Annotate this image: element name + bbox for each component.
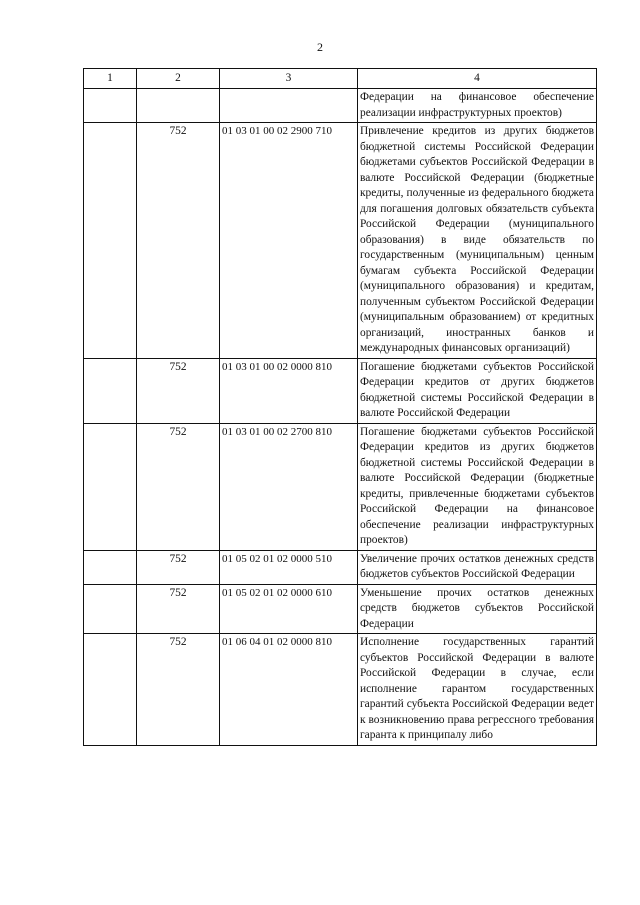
admin-code: 752 bbox=[137, 423, 220, 550]
table-row bbox=[84, 123, 597, 359]
row-col1 bbox=[84, 634, 137, 746]
description-text: Погашение бюджетами субъектов Российской Федерации кредитов от других бюджетов бюджетной системы Российской Федерации в валюте Российской Федерации bbox=[360, 360, 594, 419]
table-header-row bbox=[84, 69, 597, 89]
budget-code bbox=[220, 89, 358, 123]
page-number: 2 bbox=[317, 40, 323, 54]
row-description bbox=[358, 584, 597, 634]
row-description bbox=[358, 550, 597, 584]
table-row bbox=[84, 89, 597, 123]
row-description bbox=[358, 358, 597, 423]
row-col1 bbox=[84, 89, 137, 123]
budget-code: 01 03 01 00 02 2900 710 bbox=[220, 123, 358, 359]
table-row bbox=[84, 584, 597, 634]
admin-code: 752 bbox=[137, 584, 220, 634]
admin-code: 752 bbox=[137, 550, 220, 584]
header-cell-2: 2 bbox=[137, 69, 220, 89]
budget-codes-table bbox=[83, 68, 597, 746]
header-cell-4: 4 bbox=[358, 69, 597, 89]
description-text: Исполнение государственных гарантий субъектов Российской Федерации в валюте Российской Федерации в случае, если исполнение гарантом государственных гарантий субъекта Российской Федерации ведет к возникновению права регрессного требования гаранта к принципалу либо bbox=[360, 636, 594, 741]
admin-code bbox=[137, 89, 220, 123]
row-col1 bbox=[84, 123, 137, 359]
header-cell-3: 3 bbox=[220, 69, 358, 89]
budget-code: 01 06 04 01 02 0000 810 bbox=[220, 634, 358, 746]
row-col1 bbox=[84, 550, 137, 584]
description-text: Привлечение кредитов из других бюджетов бюджетной системы Российской Федерации бюджетами субъектов Российской Федерации в валюте Российской Федерации (бюджетные кредиты, полученные из федерального бюджета для погашения долговых обязательств субъекта Российской Федерации (муниципального образования) в виде обязательств по государственным (муниципальным) ценным бумагам субъекта Российской Федерации (муниципального образования) и кредитам, полученным субъектом Российской Федерации (муниципальным образованием) от кредитных организаций, иностранных банков и международных финансовых организаций) bbox=[360, 125, 594, 354]
row-col1 bbox=[84, 584, 137, 634]
budget-code: 01 03 01 00 02 0000 810 bbox=[220, 358, 358, 423]
description-text: Погашение бюджетами субъектов Российской Федерации кредитов из других бюджетов бюджетной системы Российской Федерации в валюте Российской Федерации (бюджетные кредиты, привлеченные бюджетами субъектов Российской Федерации на финансовое обеспечение реализации инфраструктурных проектов) bbox=[360, 425, 594, 546]
description-text: Увеличение прочих остатков денежных средств бюджетов субъектов Российской Федерации bbox=[360, 552, 594, 580]
table-row bbox=[84, 423, 597, 550]
row-description bbox=[358, 123, 597, 359]
row-col1 bbox=[84, 423, 137, 550]
row-col1 bbox=[84, 358, 137, 423]
table-row bbox=[84, 550, 597, 584]
table-row bbox=[84, 358, 597, 423]
header-cell-1: 1 bbox=[84, 69, 137, 89]
row-description bbox=[358, 634, 597, 746]
description-text: Уменьшение прочих остатков денежных средств бюджетов субъектов Российской Федерации bbox=[360, 586, 594, 630]
budget-code: 01 05 02 01 02 0000 510 bbox=[220, 550, 358, 584]
row-description bbox=[358, 89, 597, 123]
admin-code: 752 bbox=[137, 123, 220, 359]
table-row bbox=[84, 634, 597, 746]
admin-code: 752 bbox=[137, 358, 220, 423]
row-description bbox=[358, 423, 597, 550]
description-text: Федерации на финансовое обеспечение реализации инфраструктурных проектов) bbox=[360, 91, 594, 119]
admin-code: 752 bbox=[137, 634, 220, 746]
budget-code: 01 05 02 01 02 0000 610 bbox=[220, 584, 358, 634]
budget-code: 01 03 01 00 02 2700 810 bbox=[220, 423, 358, 550]
